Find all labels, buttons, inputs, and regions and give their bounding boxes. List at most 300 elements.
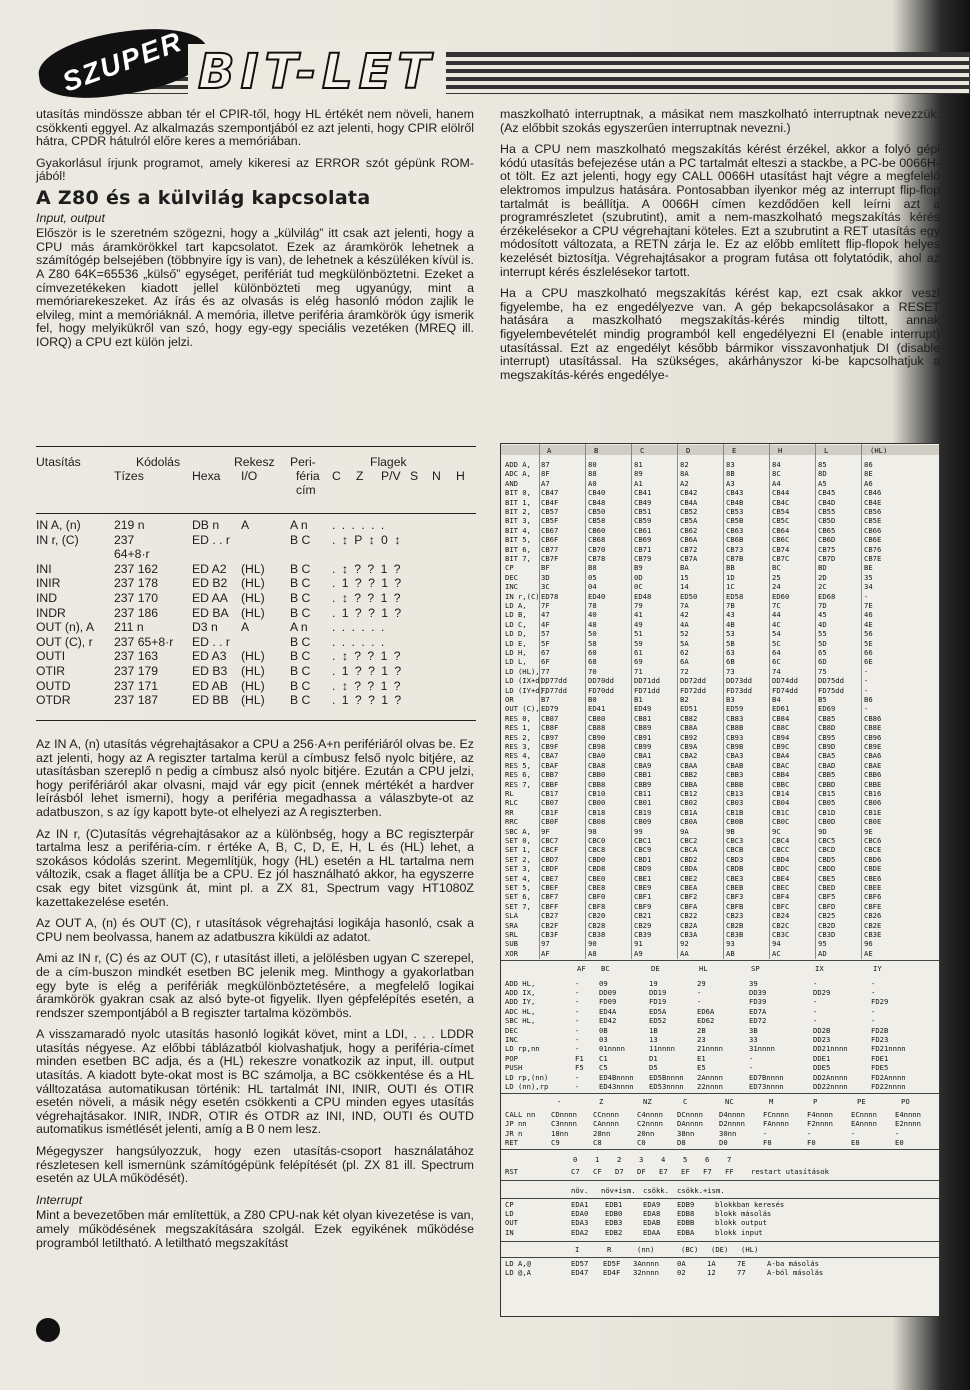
cell-u: OUT (C), r	[36, 634, 93, 649]
opcode-cell: 46	[864, 610, 873, 620]
opcode-row	[501, 1119, 939, 1128]
cell-u: INIR	[36, 576, 61, 591]
opcode-cell: CB67	[541, 525, 559, 535]
opcode-cell: LD (nn),rp	[505, 1082, 549, 1091]
opcode-cell: EDA2	[571, 1227, 589, 1237]
opcode-cell: CB64	[772, 525, 790, 535]
opcode-cell: CDnnnn	[551, 1109, 577, 1119]
opcode-cell: ED61	[772, 704, 790, 714]
cell-u: OUT (n), A	[36, 620, 95, 635]
opcode-cell: CBFF	[541, 901, 559, 911]
opcode-cell: CB73	[726, 544, 744, 554]
opcode-cell: -	[557, 1097, 562, 1107]
opcode-cell: 99	[634, 826, 643, 836]
cell-p: B C	[290, 561, 311, 576]
opcode-cell: 6F	[541, 657, 550, 667]
opcode-cell: CB56	[864, 507, 882, 516]
opcode-cell: CB15	[818, 789, 836, 798]
opcode-cell: CB8A	[680, 723, 698, 733]
cell-r: (HL)	[241, 605, 265, 620]
opcode-header	[501, 446, 939, 455]
opcode-cell: E7	[659, 1166, 668, 1176]
opcode-cell: F1	[575, 1053, 584, 1063]
opcode-cell: 4E	[864, 619, 873, 629]
opcode-cell: 1B	[649, 1025, 658, 1035]
opcode-cell: 49	[634, 619, 643, 629]
opcode-row	[501, 979, 939, 988]
opcode-cell: -	[749, 1063, 754, 1073]
cell-u: OTDR	[36, 693, 71, 708]
opcode-cell: LD rp,nn	[505, 1044, 540, 1054]
opcode-cell: ECnnnn	[851, 1109, 877, 1119]
section-divider	[501, 1198, 939, 1199]
opcode-cell: 9F	[541, 826, 550, 836]
opcode-cell: CB5E	[864, 516, 882, 526]
opcode-cell: -	[851, 1128, 856, 1138]
cell-f: . ↕ ? ? 1 ?	[332, 561, 403, 576]
opcode-cell: CB77	[541, 544, 559, 554]
opcode-row	[501, 949, 939, 958]
opcode-cell: 0C	[634, 582, 643, 592]
cell-t: 211 n	[114, 620, 144, 635]
opcode-cell: -	[697, 988, 702, 997]
opcode-cell: EDA0	[571, 1209, 589, 1218]
table-row	[36, 547, 476, 562]
opcode-cell: 7E	[737, 1258, 746, 1268]
opcode-row	[501, 639, 939, 648]
opcode-cell: 21nnnn	[697, 1044, 723, 1054]
opcode-cell: DAnnnn	[677, 1119, 703, 1129]
opcode-cell: CBF1	[634, 892, 652, 902]
opcode-cell: EDAB	[643, 1218, 661, 1228]
cell-r: (HL)	[241, 678, 265, 693]
opcode-row	[501, 695, 939, 704]
opcode-cell: SET 7,	[505, 901, 531, 911]
opcode-row	[501, 845, 939, 854]
opcode-cell: CBA0	[588, 751, 606, 761]
opcode-cell: CB1D	[818, 807, 836, 817]
opcode-cell: CBAA	[680, 760, 698, 770]
cell-h: ED A3	[192, 649, 227, 664]
opcode-cell: 13	[649, 1035, 658, 1044]
cell-p: B C	[290, 693, 311, 708]
cell-f: . ↕ ? ? 1 ?	[332, 678, 403, 693]
column-divider	[677, 444, 678, 959]
opcode-cell: CBC4	[772, 836, 790, 845]
opcode-cell: CP	[505, 1199, 514, 1209]
opcode-cell: LD rp,(nn)	[505, 1072, 549, 1082]
opcode-cell: 5F	[541, 638, 550, 648]
opcode-cell: CB38	[588, 930, 606, 939]
paragraph: Ha a CPU maszkolható megszakítás kérést kap, ezt csak akkor veszi figyelembe, ha ez engedélyezve van. A gép bekapcsolásakor a RESET hatására a maszkolható megszakítás-kérés mindig tiltott, annak figyelembevételét mindig programból kell engedélyezni EI (enable interrupt) utasítással. Ezt az engedélyt később bármikor visszavonhatjuk DI (disable interrupt) utasítással. Ha szükséges, akárhányszor ki-be kapcsolhatjuk a megszakítás-kérés engedélye-	[500, 286, 940, 382]
opcode-cell: CB51	[634, 507, 652, 516]
opcode-cell: növ.	[571, 1186, 589, 1196]
opcode-row	[501, 1016, 939, 1025]
opcode-cell: CB62	[680, 525, 698, 535]
opcode-cell: 29	[697, 978, 706, 988]
section-divider	[501, 1241, 939, 1242]
opcode-cell: CBCC	[772, 845, 790, 855]
opcode-cell: CB25	[818, 911, 836, 921]
flag-pv: P/V	[381, 469, 401, 483]
opcode-cell: CB28	[588, 920, 606, 930]
opcode-cell: 94	[772, 939, 781, 949]
opcode-cell: CBD4	[772, 854, 790, 864]
opcode-cell: 1	[595, 1155, 600, 1165]
cell-u: OTIR	[36, 663, 66, 678]
opcode-cell: CB2C	[772, 920, 790, 930]
opcode-cell: 88	[588, 469, 597, 479]
opcode-cell: LD E,	[505, 638, 527, 648]
opcode-cell: -	[864, 676, 869, 686]
opcode-cell: CB06	[864, 798, 882, 808]
opcode-cell: EDBB	[677, 1218, 695, 1228]
opcode-cell: -	[697, 997, 702, 1007]
opcode-cell: B0	[588, 695, 597, 704]
opcode-cell: A8	[588, 948, 597, 958]
opcode-cell: EDB9	[677, 1199, 695, 1209]
opcode-cell: CB65	[818, 525, 836, 535]
opcode-cell: CB91	[634, 732, 652, 742]
opcode-cell: CB3F	[541, 930, 559, 939]
opcode-cell: CBD9	[634, 864, 652, 874]
opcode-cell: -	[813, 1006, 818, 1016]
opcode-cell: CBD2	[680, 854, 698, 864]
cell-h: ED AB	[192, 678, 228, 693]
opcode-cell: 7E	[864, 601, 873, 610]
section-divider	[501, 1149, 939, 1150]
opcode-cell: B5	[818, 695, 827, 704]
opcode-cell: CB9F	[541, 742, 559, 751]
opcode-cell: CBFB	[726, 901, 744, 911]
opcode-row	[501, 1129, 939, 1138]
opcode-cell: CBA1	[634, 751, 652, 761]
cell-r: (HL)	[241, 590, 265, 605]
opcode-row	[501, 686, 939, 695]
opcode-cell: 97	[541, 939, 550, 949]
opcode-cell: 77	[737, 1268, 746, 1277]
column-divider	[815, 444, 816, 959]
opcode-cell: CB14	[772, 789, 790, 798]
opcode-cell: CBAF	[541, 760, 559, 770]
opcode-cell: RES 1,	[505, 723, 531, 733]
opcode-cell: 19	[649, 978, 658, 988]
opcode-cell: CBC5	[818, 836, 836, 845]
opcode-cell: CB40	[588, 488, 606, 498]
paragraph: Ami az IN r, (C) és az OUT (C), r utasítást illeti, a jelölésben ugyan C szerepel, de a cím-buszon mindkét esetben BC jelenik meg. Minthogy a gyakorlatban egy byte is elég a perifériák megkülönböztetésére, a megfelelő logikai áramkörök gyakran csak az alsó byte-ot figyelik. Ilyen gépfelépítés esetén, a rendszer szempontjából a B regiszter tartalma közömbös.	[36, 951, 474, 1020]
cell-h: ED BB	[192, 693, 229, 708]
opcode-cell: 5B	[726, 638, 735, 648]
opcode-cell: CBD3	[726, 854, 744, 864]
opcode-cell: CB84	[772, 713, 790, 723]
subheading: Input, output	[36, 210, 105, 225]
opcode-cell: C	[683, 1097, 688, 1107]
cell-p: A n	[290, 620, 308, 635]
opcode-cell: 6E	[864, 657, 873, 667]
opcode-cell: C7	[571, 1166, 580, 1176]
opcode-cell: CB46	[864, 488, 882, 498]
opcode-cell: -	[864, 704, 869, 714]
opcode-cell: CB12	[680, 789, 698, 798]
opcode-cell: CB2F	[541, 920, 559, 930]
opcode-cell: -	[864, 591, 869, 601]
opcode-cell: (BC)	[681, 1245, 699, 1255]
opcode-cell: 2B	[697, 1025, 706, 1035]
opcode-cell: CB7E	[864, 554, 882, 563]
opcode-cell: (nn)	[637, 1245, 655, 1255]
opcode-cell: 34	[864, 582, 873, 592]
table-row	[36, 679, 476, 694]
opcode-cell: 71	[634, 666, 643, 676]
opcode-cell: INC	[505, 1035, 518, 1044]
opcode-cell: CBC7	[541, 836, 559, 845]
opcode-cell: CB6E	[864, 535, 882, 545]
opcode-cell: CBCE	[864, 845, 882, 855]
opcode-cell: H	[778, 446, 783, 455]
opcode-row	[501, 939, 939, 948]
opcode-cell: 43	[726, 610, 735, 620]
opcode-cell: CB8F	[541, 723, 559, 733]
opcode-cell: 95	[818, 939, 827, 949]
opcode-cell: RR	[505, 807, 514, 817]
opcode-cell: CB1F	[541, 807, 559, 817]
opcode-cell: CB0A	[680, 817, 698, 827]
opcode-cell: IN	[505, 1227, 514, 1237]
opcode-cell: csökk.	[643, 1186, 669, 1196]
col-periferia-2: féria	[296, 469, 320, 483]
opcode-cell: CB4E	[864, 497, 882, 507]
opcode-cell: CBA2	[680, 751, 698, 761]
opcode-cell: EDB1	[605, 1199, 623, 1209]
opcode-row	[501, 573, 939, 582]
opcode-cell: 80	[588, 460, 597, 469]
opcode-cell: blokkban keresés	[715, 1199, 785, 1209]
opcode-cell: -	[895, 1128, 900, 1138]
opcode-cell: RET	[505, 1138, 518, 1147]
opcode-cell: IX	[815, 964, 824, 974]
table-row	[36, 533, 476, 548]
flag-h: H	[456, 469, 465, 483]
opcode-cell: CBA9	[634, 760, 652, 770]
opcode-cell: CP	[505, 563, 514, 573]
opcode-cell: 4C	[772, 619, 781, 629]
opcode-cell: B7	[541, 695, 550, 704]
opcode-row	[501, 836, 939, 845]
opcode-cell: -	[763, 1128, 768, 1138]
opcode-cell: CB03	[726, 798, 744, 808]
opcode-cell: 4A	[680, 619, 689, 629]
opcode-cell: PO	[901, 1097, 910, 1107]
opcode-cell: CB90	[588, 732, 606, 742]
opcode-cell: FD2Annnn	[871, 1072, 906, 1082]
opcode-cell: CB13	[726, 789, 744, 798]
paragraph: Gyakorlásul írjunk programot, amely kikeresi az ERROR szót gépünk ROM-jából!	[36, 155, 474, 184]
bit-let-logo: BIT-LET	[188, 44, 446, 100]
opcode-cell: ED5F	[603, 1258, 621, 1268]
cell-p: B C	[290, 590, 311, 605]
opcode-cell: CB5C	[772, 516, 790, 526]
opcode-cell: 25	[772, 572, 781, 582]
opcode-cell: 41	[634, 610, 643, 620]
opcode-row	[501, 648, 939, 657]
opcode-cell: CBA3	[726, 751, 744, 761]
opcode-cell: JR n	[505, 1128, 523, 1138]
cell-f: . . . . . .	[332, 518, 386, 532]
opcode-cell: 44	[772, 610, 781, 620]
paragraph: Az OUT A, (n) és OUT (C), r utasítások végrehajtási logikája hasonló, csak a CPU nem beolvassa, hanem az adatbuszra kiküldi az adatot.	[36, 916, 474, 944]
opcode-cell: RES 3,	[505, 742, 531, 751]
opcode-cell: ED79	[541, 704, 559, 714]
opcode-cell: ED52	[649, 1016, 667, 1026]
opcode-cell: FD73dd	[726, 685, 752, 695]
opcode-cell: FD09	[599, 997, 617, 1007]
opcode-cell: CB8B	[726, 723, 744, 733]
opcode-cell: CBE3	[726, 873, 744, 883]
opcode-cell: EDA3	[571, 1218, 589, 1228]
opcode-header	[501, 1155, 939, 1164]
opcode-cell: CB76	[864, 544, 882, 554]
opcode-row	[501, 1063, 939, 1072]
opcode-cell: CB79	[634, 554, 652, 563]
opcode-row	[501, 883, 939, 892]
opcode-cell: FD70dd	[588, 685, 614, 695]
opcode-cell: CBD1	[634, 854, 652, 864]
opcode-cell: 20nn	[637, 1128, 655, 1138]
opcode-cell: DD29	[813, 988, 831, 997]
opcode-cell: CB6F	[541, 535, 559, 545]
opcode-cell: csökk.+ism.	[677, 1186, 725, 1196]
opcode-cell: C9	[551, 1138, 560, 1147]
opcode-cell: CBC1	[634, 836, 652, 845]
opcode-cell: CB7F	[541, 554, 559, 563]
opcode-cell: RL	[505, 789, 514, 798]
opcode-cell: ED59	[726, 704, 744, 714]
opcode-cell: CB61	[634, 525, 652, 535]
opcode-table	[500, 443, 940, 1317]
opcode-cell: CB07	[541, 798, 559, 808]
opcode-cell: CBF9	[634, 901, 652, 911]
opcode-row	[501, 817, 939, 826]
opcode-cell: ED7Bnnnn	[749, 1072, 784, 1082]
col-hexa: Hexa	[192, 469, 221, 483]
cell-h: D3 n	[192, 620, 218, 635]
opcode-cell: 98	[588, 826, 597, 836]
opcode-cell: CB5D	[818, 516, 836, 526]
opcode-row	[501, 1110, 939, 1119]
cell-f: . ↕ ? ? 1 ?	[332, 649, 403, 664]
opcode-cell: R	[607, 1245, 612, 1255]
left-column-top	[36, 108, 474, 358]
opcode-cell: CB78	[588, 554, 606, 563]
cell-t: 237 65+8·r	[114, 634, 174, 649]
opcode-cell: CBEA	[680, 883, 698, 892]
opcode-cell: CALL nn	[505, 1109, 536, 1119]
opcode-row	[501, 460, 939, 469]
opcode-cell: CBF4	[772, 892, 790, 902]
opcode-cell: -	[575, 1072, 580, 1082]
opcode-row	[501, 498, 939, 507]
opcode-cell: CB4C	[772, 497, 790, 507]
opcode-cell: 7D	[818, 601, 827, 610]
opcode-cell: A6	[864, 478, 873, 488]
opcode-cell: CB11	[634, 789, 652, 798]
opcode-cell: NZ	[643, 1097, 652, 1107]
opcode-cell: DD09	[599, 988, 617, 997]
opcode-cell: restart utasítások	[751, 1166, 829, 1176]
opcode-cell: AF	[541, 948, 550, 958]
opcode-cell: SET 5,	[505, 883, 531, 892]
cell-t: 237	[114, 532, 135, 547]
opcode-cell: BIT 3,	[505, 516, 531, 526]
instruction-table	[36, 446, 476, 721]
opcode-cell: 59	[634, 638, 643, 648]
opcode-cell: C0	[637, 1138, 646, 1147]
opcode-cell: CB70	[588, 544, 606, 554]
opcode-cell: 8D	[818, 469, 827, 479]
opcode-cell: LD (HL),	[505, 666, 540, 676]
opcode-cell: CBC3	[726, 836, 744, 845]
opcode-cell: 28nn	[593, 1128, 611, 1138]
opcode-cell: A1	[634, 478, 643, 488]
opcode-cell: SET 0,	[505, 836, 531, 845]
opcode-cell: CB5B	[726, 516, 744, 526]
opcode-row	[501, 892, 939, 901]
opcode-cell: -	[575, 978, 580, 988]
opcode-cell: -	[575, 1025, 580, 1035]
opcode-cell: 5E	[864, 638, 873, 648]
opcode-cell: ED51	[680, 704, 698, 714]
section-divider	[501, 960, 939, 961]
opcode-cell: EDBA	[677, 1227, 695, 1237]
opcode-cell: DD22nnnn	[813, 1082, 848, 1091]
opcode-row	[501, 516, 939, 525]
opcode-cell: CB52	[680, 507, 698, 516]
paragraph: Először is le szeretném szögezni, hogy a „külvilág” itt csak azt jelenti, hogy a CPU más áramkörökkel tart kapcsolatot. Ezek az áramkörök lehetnek a számítógép belsejében (többnyire így is van), de lehetnek a készüléken kívül is. A Z80 64K=65536 „külső” egységet, perifériát tud megkülönböztetni. Ezeket a címvezetékeken kiadott jellel különbözteti meg ugyanúgy, mint a memóriarekeszeket. Az írás és az olvasás is elég hasonló módon zajlik le elvileg, mint a memóriáknál. A memória, illetve periféria áramkörök úgy ismerik fel, hogy melyikükről van szó, hogy egy-egy speciális vezetéken (MREQ ill. IORQ) a CPU ezt külön jelzi.	[36, 226, 474, 349]
opcode-cell: 70	[588, 666, 597, 676]
opcode-cell: CB0C	[772, 817, 790, 827]
opcode-cell: 93	[726, 939, 735, 949]
table-row	[36, 664, 476, 679]
opcode-cell: 77	[541, 666, 550, 676]
opcode-cell: RES 2,	[505, 732, 531, 742]
opcode-cell: INC	[505, 582, 518, 592]
opcode-cell: F8	[763, 1138, 772, 1147]
opcode-cell: CB4B	[726, 497, 744, 507]
opcode-cell: -	[813, 997, 818, 1007]
opcode-cell: CB5F	[541, 516, 559, 526]
opcode-cell: 8A	[680, 469, 689, 479]
opcode-cell: 4D	[818, 619, 827, 629]
opcode-cell: SRL	[505, 930, 518, 939]
cell-t: 237 170	[114, 590, 159, 605]
opcode-cell: CB83	[726, 713, 744, 723]
opcode-cell: CB7A	[680, 554, 698, 563]
table-row	[36, 518, 476, 533]
opcode-cell: 04	[588, 582, 597, 592]
opcode-cell: 45	[818, 610, 827, 620]
opcode-cell: AB	[726, 948, 735, 958]
opcode-cell: 05	[588, 572, 597, 582]
opcode-cell: CB9A	[680, 742, 698, 751]
opcode-cell: CAnnnn	[593, 1119, 619, 1129]
opcode-cell: OR	[505, 695, 514, 704]
opcode-cell: 55	[818, 629, 827, 639]
cell-t: 237 162	[114, 561, 159, 576]
opcode-cell: ED7A	[749, 1006, 767, 1016]
opcode-cell: 2Annnn	[697, 1072, 723, 1082]
opcode-cell: BF	[541, 563, 550, 573]
opcode-cell: CBFE	[864, 901, 882, 911]
